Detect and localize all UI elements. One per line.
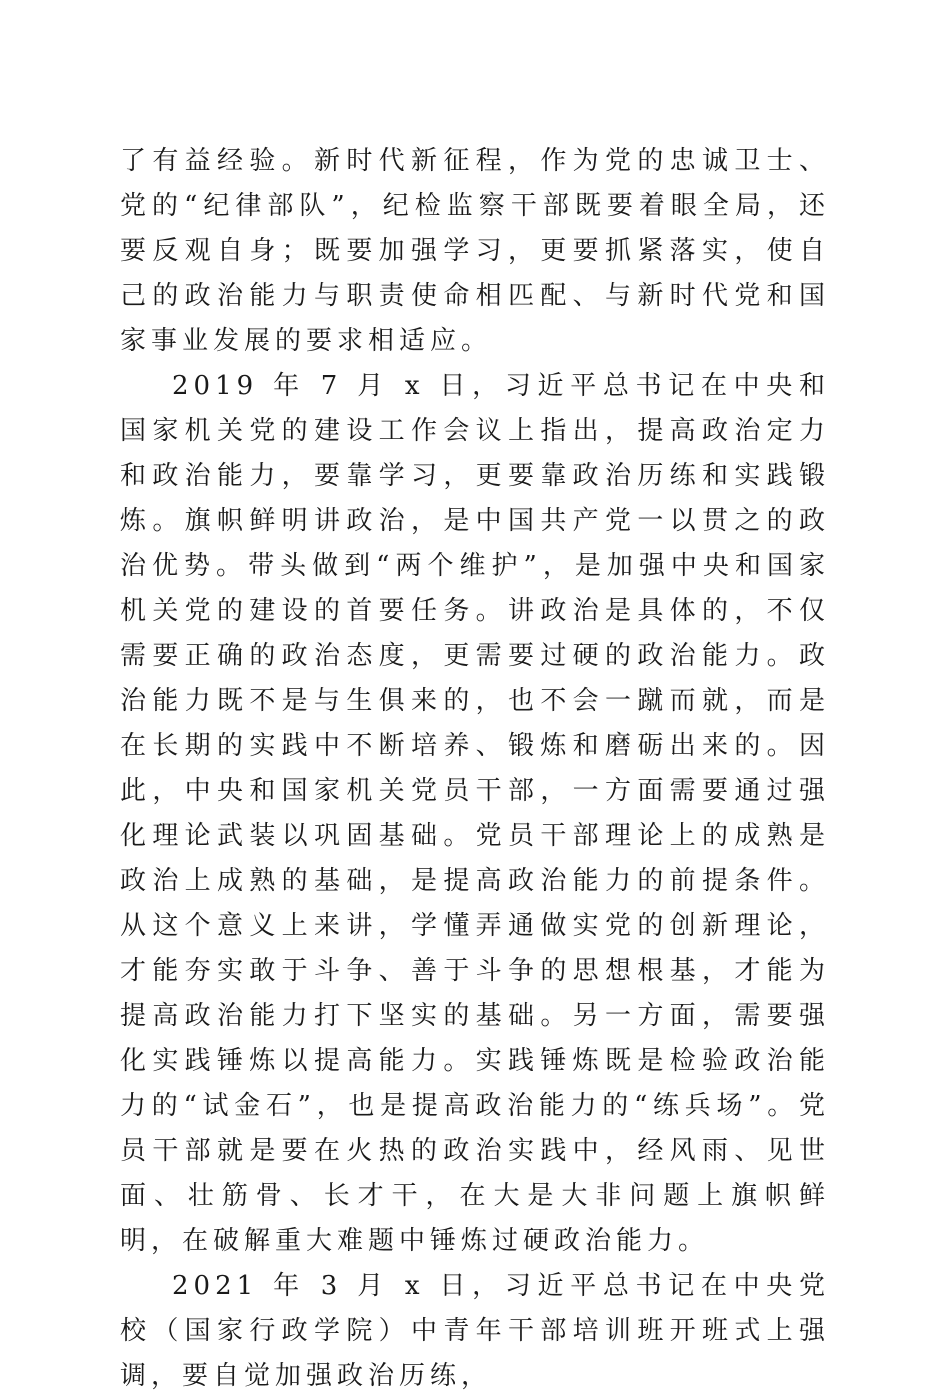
paragraph-continuation: 了有益经验。新时代新征程，作为党的忠诚卫士、党的“纪律部队”，纪检监察干部既要着眼全局，还要反观自身；既要加强学习，更要抓紧落实，使自己的政治能力与职责使命相匹配、与新时代党和国家事业发展的要求相适应。 — [120, 146, 830, 356]
paragraph-2021-speech: 2021 年 3 月 x 日，习近平总书记在中央党校（国家行政学院）中青年干部培训班开班式上强调，要自觉加强政治历练， — [120, 1271, 830, 1391]
paragraph-2019-speech: 2019 年 7 月 x 日，习近平总书记在中央和国家机关党的建设工作会议上指出，提高政治定力和政治能力，要靠学习，更要靠政治历练和实践锻炼。旗帜鲜明讲政治，是中国共产党一以贯之的政治优势。带头做到“两个维护”，是加强中央和国家机关党的建设的首要任务。讲政治是具体的，不仅需要正确的政治态度，更需要过硬的政治能力。政治能力既不是与生俱来的，也不会一蹴而就，而是在长期的实践中不断培养、锻炼和磨砺出来的。因此，中央和国家机关党员干部，一方面需要通过强化理论武装以巩固基础。党员干部理论上的成熟是政治上成熟的基础，是提高政治能力的前提条件。从这个意义上来讲，学懂弄通做实党的创新理论，才能夯实敢于斗争、善于斗争的思想根基，才能为提高政治能力打下坚实的基础。另一方面，需要强化实践锤炼以提高能力。实践锤炼既是检验政治能力的“试金石”，也是提高政治能力的“练兵场”。党员干部就是要在火热的政治实践中，经风雨、见世面、壮筋骨、长才干，在大是大非问题上旗帜鲜明，在破解重大难题中锤炼过硬政治能力。 — [120, 371, 830, 1256]
document-body — [120, 139, 830, 1399]
